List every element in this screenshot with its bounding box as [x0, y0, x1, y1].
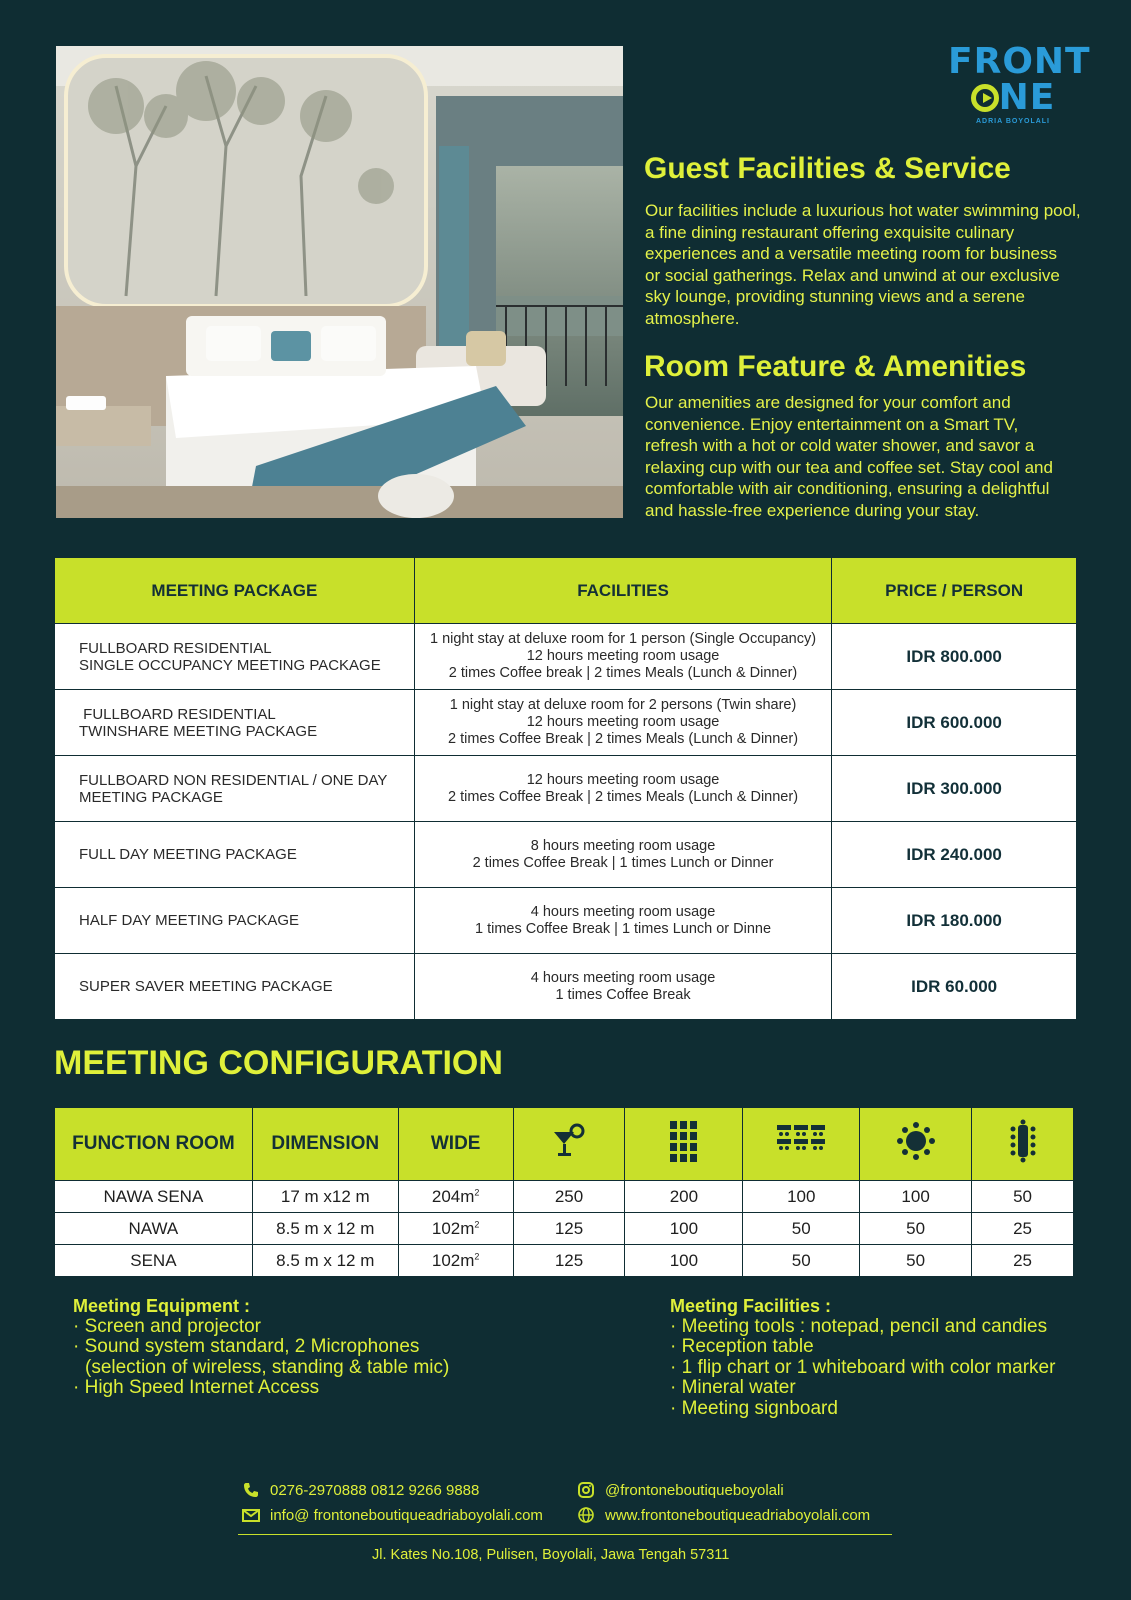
- package-name: FULLBOARD NON RESIDENTIAL / ONE DAY MEETING PACKAGE: [55, 756, 415, 822]
- meeting-configuration-table: [54, 1107, 1074, 1277]
- phone-number[interactable]: 0276-2970888 0812 9266 9888: [270, 1481, 480, 1499]
- meeting-facilities-title: Meeting Facilities :: [670, 1296, 832, 1316]
- package-name: FULLBOARD RESIDENTIAL TWINSHARE MEETING PACKAGE: [55, 690, 415, 756]
- room-features-title: Room Feature & Amenities: [644, 350, 1027, 383]
- column-header: DIMENSION: [252, 1108, 398, 1181]
- table-header-row: [55, 1108, 1074, 1181]
- capacity-cell: 25: [972, 1245, 1074, 1277]
- table-row: [55, 1213, 1074, 1245]
- wide: $102m^2$: [398, 1245, 513, 1277]
- package-facilities: 1 night stay at deluxe room for 1 person (Single Occupancy) 12 hours meeting room usage 2 times Coffee break | 2 times Meals (Lunch & Dinner): [414, 624, 831, 690]
- package-price: IDR 300.000: [832, 756, 1077, 822]
- package-price: IDR 600.000: [832, 690, 1077, 756]
- column-header: PRICE / PERSON: [832, 558, 1077, 624]
- guest-line: Our facilities include a luxurious hot water swimming pool,: [645, 201, 1081, 220]
- instagram-handle[interactable]: @frontoneboutiqueboyolali: [605, 1481, 784, 1499]
- capacity-cell: 100: [860, 1181, 972, 1213]
- table-row: [55, 756, 1077, 822]
- list-item: · Mineral water: [670, 1377, 796, 1398]
- function-room: NAWA SENA: [55, 1181, 253, 1213]
- capacity-cell: 100: [625, 1245, 743, 1277]
- package-facilities: 8 hours meeting room usage 2 times Coffee Break | 1 times Lunch or Dinner: [414, 822, 831, 888]
- column-header: MEETING PACKAGE: [55, 558, 415, 624]
- logo-front-text: FRONT: [948, 41, 1091, 82]
- footer-email: [242, 1506, 543, 1524]
- list-item: (selection of wireless, standing & table mic): [85, 1356, 450, 1378]
- guest-facilities-text: [645, 200, 1081, 330]
- instagram-icon: [577, 1481, 595, 1499]
- dimension: 8.5 m x 12 m: [252, 1245, 398, 1277]
- list-item: · Meeting signboard: [670, 1397, 838, 1419]
- guest-line: or social gatherings. Relax and unwind at our exclusive: [645, 265, 1060, 285]
- guest-line: sky lounge, providing stunning views and a serene: [645, 287, 1025, 307]
- table-row: [55, 1245, 1074, 1277]
- guest-line: atmosphere.: [645, 308, 740, 328]
- hero-room-photo: [56, 46, 623, 518]
- capacity-cell: 50: [860, 1213, 972, 1245]
- room-features-text: [645, 392, 1053, 522]
- package-name: FULLBOARD RESIDENTIAL SINGLE OCCUPANCY MEETING PACKAGE: [55, 624, 415, 690]
- room-line: relaxing cup with our tea and coffee set. Stay cool and: [645, 457, 1053, 477]
- wide: $102m^2$: [398, 1213, 513, 1245]
- logo-play-o-icon: [971, 84, 999, 112]
- package-price: IDR 240.000: [832, 822, 1077, 888]
- dimension: 8.5 m x 12 m: [252, 1213, 398, 1245]
- list-item: · High Speed Internet Access: [73, 1377, 320, 1398]
- wide: $204m^2$: [398, 1181, 513, 1213]
- package-facilities: 4 hours meeting room usage 1 times Coffee Break: [414, 954, 831, 1020]
- capacity-cell: 125: [513, 1245, 625, 1277]
- email-icon: [242, 1506, 260, 1524]
- room-line: comfortable with air conditioning, ensuring a delightful: [645, 479, 1050, 499]
- brand-logo: [948, 41, 1091, 125]
- capacity-cell: 50: [743, 1213, 860, 1245]
- footer-instagram: [577, 1481, 784, 1499]
- cocktail-icon: [513, 1108, 625, 1181]
- footer-divider: [238, 1534, 892, 1535]
- package-facilities: 1 night stay at deluxe room for 2 persons (Twin share) 12 hours meeting room usage 2 times Coffee Break | 2 times Meals (Lunch & Dinner): [414, 690, 831, 756]
- package-name: FULL DAY MEETING PACKAGE: [55, 822, 415, 888]
- list-item: · Sound system standard, 2 Microphones: [73, 1336, 420, 1357]
- guest-line: experiences and a versatile meeting room for business: [645, 244, 1057, 264]
- meeting-equipment-title: Meeting Equipment :: [73, 1296, 250, 1316]
- logo-one-text: NE: [998, 77, 1056, 118]
- room-line: convenience. Enjoy entertainment on a Smart TV,: [645, 414, 1019, 434]
- table-row: [55, 954, 1077, 1020]
- guest-facilities-title: Guest Facilities & Service: [644, 152, 1011, 185]
- table-row: [55, 888, 1077, 954]
- website-url[interactable]: www.frontoneboutiqueadriaboyolali.com: [605, 1506, 871, 1524]
- package-price: IDR 60.000: [832, 954, 1077, 1020]
- column-header: WIDE: [398, 1108, 513, 1181]
- list-item: · Meeting tools : notepad, pencil and candies: [670, 1315, 1048, 1337]
- package-name: HALF DAY MEETING PACKAGE: [55, 888, 415, 954]
- room-line: Our amenities are designed for your comfort and: [645, 393, 1011, 412]
- package-name: SUPER SAVER MEETING PACKAGE: [55, 954, 415, 1020]
- capacity-cell: 200: [625, 1181, 743, 1213]
- package-facilities: 12 hours meeting room usage 2 times Coffee Break | 2 times Meals (Lunch & Dinner): [414, 756, 831, 822]
- capacity-cell: 125: [513, 1213, 625, 1245]
- table-row: [55, 1181, 1074, 1213]
- table-row: [55, 690, 1077, 756]
- room-line: refresh with a hot or cold water shower, and savor a: [645, 436, 1035, 456]
- logo-tagline: ADRIA BOYOLALI: [975, 118, 1051, 125]
- capacity-cell: 100: [625, 1213, 743, 1245]
- package-facilities: 4 hours meeting room usage 1 times Coffee Break | 1 times Lunch or Dinne: [414, 888, 831, 954]
- capacity-cell: 25: [972, 1213, 1074, 1245]
- email-address[interactable]: info@ frontoneboutiqueadriaboyolali.com: [270, 1506, 543, 1524]
- list-item: · Reception table: [670, 1336, 814, 1357]
- guest-line: a fine dining restaurant offering exquisite culinary: [645, 222, 1015, 242]
- table-row: [55, 822, 1077, 888]
- footer-phone: [242, 1481, 479, 1499]
- function-room: SENA: [55, 1245, 253, 1277]
- theater-icon: [625, 1108, 743, 1181]
- meeting-package-table: [54, 557, 1077, 1020]
- function-room: NAWA: [55, 1213, 253, 1245]
- capacity-cell: 250: [513, 1181, 625, 1213]
- boardroom-icon: [972, 1108, 1074, 1181]
- table-header-row: [55, 558, 1077, 624]
- meeting-facilities-list: [670, 1296, 1055, 1419]
- footer-address: Jl. Kates No.108, Pulisen, Boyolali, Jawa Tengah 57311: [372, 1547, 730, 1563]
- table-row: [55, 624, 1077, 690]
- dimension: 17 m x12 m: [252, 1181, 398, 1213]
- package-price: IDR 800.000: [832, 624, 1077, 690]
- meeting-configuration-title: MEETING CONFIGURATION: [54, 1044, 503, 1082]
- capacity-cell: 50: [743, 1245, 860, 1277]
- list-item: · 1 flip chart or 1 whiteboard with color marker: [670, 1356, 1056, 1378]
- capacity-cell: 50: [972, 1181, 1074, 1213]
- classroom-icon: [743, 1108, 860, 1181]
- column-header: FACILITIES: [414, 558, 831, 624]
- package-price: IDR 180.000: [832, 888, 1077, 954]
- capacity-cell: 100: [743, 1181, 860, 1213]
- globe-icon: [577, 1506, 595, 1524]
- column-header: FUNCTION ROOM: [55, 1108, 253, 1181]
- capacity-cell: 50: [860, 1245, 972, 1277]
- room-line: and hassle-free experience during your stay.: [645, 500, 980, 520]
- phone-icon: [242, 1481, 260, 1499]
- list-item: · Screen and projector: [73, 1315, 261, 1337]
- round-table-icon: [860, 1108, 972, 1181]
- footer-website: [577, 1506, 870, 1524]
- meeting-equipment-list: [73, 1296, 449, 1399]
